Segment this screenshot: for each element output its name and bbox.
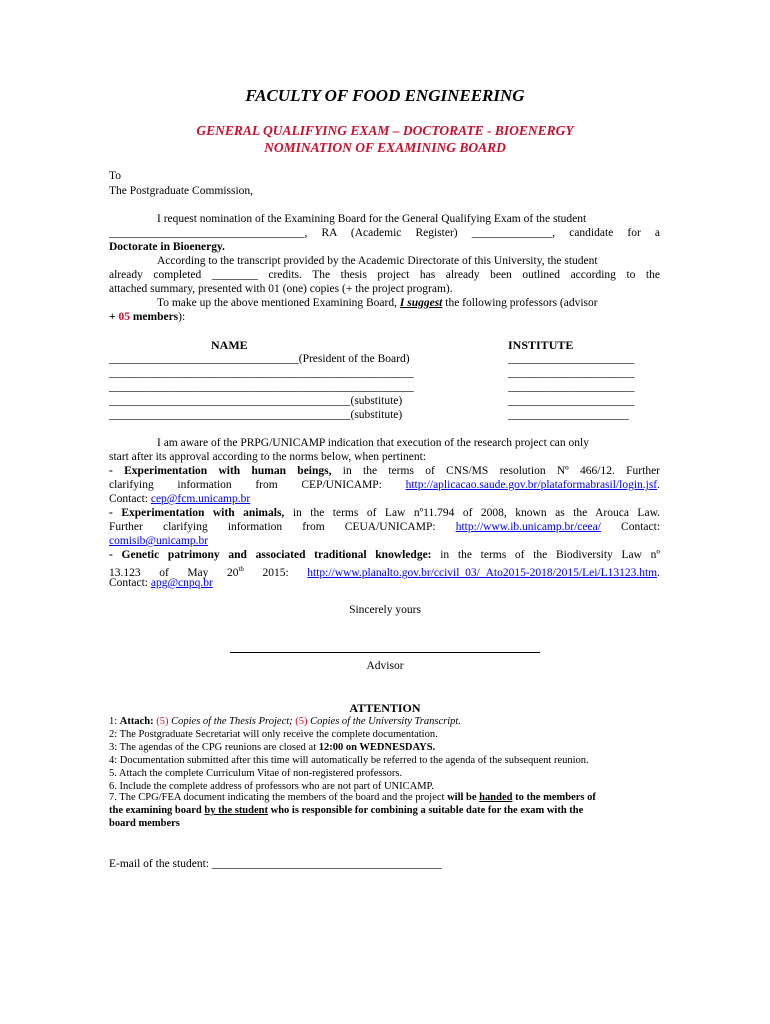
genetic-date-sup: th	[238, 565, 244, 573]
board-row-name[interactable]: __________________________________________(substitute)	[109, 409, 403, 421]
attention-item-3	[109, 741, 435, 754]
cnpq-email-link[interactable]: apg@cnpq.br	[150, 577, 213, 589]
transcript-line-1: According to the transcript provided by the Academic Directorate of this University, the student	[157, 255, 598, 267]
human-text: in the terms of CNS/MS resolution Nº 466/12. Further	[342, 465, 661, 477]
item7-board: the examining board	[109, 805, 202, 816]
board-row-name[interactable]: _____________________________________________________	[109, 367, 414, 379]
ceua-email-link[interactable]: comisib@unicamp.br	[109, 535, 209, 547]
item1-label: Attach:	[119, 716, 154, 727]
item3-time: 12:00 on WEDNESDAYS.	[318, 742, 436, 753]
human-label: - Experimentation with human beings,	[109, 465, 332, 477]
contact-label: Contact:	[109, 493, 148, 505]
item1-text-1: Copies of the Thesis Project;	[171, 716, 293, 727]
suggest-line-1	[157, 296, 598, 311]
board-row-institute[interactable]: ______________________	[508, 353, 635, 365]
suggest-close: ):	[178, 311, 186, 323]
contact-label: Contact:	[621, 521, 661, 533]
board-row-institute[interactable]: ______________________	[508, 381, 635, 393]
item7-text-a: 7. The CPG/FEA document indicating the members of the board and the project	[109, 792, 445, 803]
board-row-institute[interactable]: _____________________	[508, 409, 629, 421]
genetic-year: 2015:	[262, 566, 289, 579]
nomination-title: NOMINATION OF EXAMINING BOARD	[264, 140, 506, 155]
suggest-count: 05	[118, 311, 130, 323]
item7-members: to the members of	[515, 792, 596, 803]
item7-by-student: by the student	[204, 805, 268, 816]
suggest-plus: +	[109, 311, 116, 323]
student-email-field[interactable]: E-mail of the student: ________________________________________	[109, 858, 442, 870]
human-clarify: clarifying information from CEP/UNICAMP:	[109, 479, 382, 491]
item7-will-be: will be	[447, 792, 477, 803]
address-recipient: The Postgraduate Commission,	[109, 185, 254, 197]
attention-item-2: 2: The Postgraduate Secretariat will only receive the complete documentation.	[109, 729, 438, 740]
attention-item-7-line-2	[109, 804, 583, 817]
suggest-members: members	[132, 311, 179, 323]
attention-item-7-line-3: board members	[109, 818, 180, 829]
request-line-1: I request nomination of the Examining Board for the General Qualifying Exam of the student	[157, 213, 587, 225]
item7-handed: handed	[479, 792, 513, 803]
suggest-line-2	[109, 310, 185, 325]
item1-count-1: (5)	[156, 716, 169, 727]
request-line-2: __________________________________, RA (Academic Register) ______________, candidate for a	[109, 227, 660, 239]
board-institute-header: INSTITUTE	[508, 338, 574, 352]
item3-text: 3: The agendas of the CPG reunions are closed at	[109, 742, 317, 753]
cep-link[interactable]: http://aplicacao.saude.gov.br/plataformabrasil/login.jsf	[405, 479, 658, 491]
animal-contact	[109, 534, 208, 549]
attention-item-7-line-1	[109, 791, 596, 804]
awareness-line-1: I am aware of the PRPG/UNICAMP indication that execution of the research project can only	[157, 437, 589, 449]
board-row-name[interactable]: __________________________________________(substitute)	[109, 395, 403, 407]
planalto-link[interactable]: http://www.planalto.gov.br/ccivil_03/_Ato2015-2018/2015/Lei/L13123.htm	[307, 566, 658, 579]
transcript-line-3: attached summary, presented with 01 (one) copies (+ the project program).	[109, 283, 453, 295]
board-row-institute[interactable]: ______________________	[508, 395, 635, 407]
board-row-name[interactable]: _________________________________(President of the Board)	[109, 353, 410, 365]
suggest-emphasis: I suggest	[399, 297, 443, 309]
transcript-line-2: already completed ________ credits. The thesis project has already been outlined according to the	[109, 269, 660, 281]
item1-count-2: (5)	[295, 716, 308, 727]
animal-line-1	[109, 506, 660, 521]
human-contact	[109, 492, 250, 507]
genetic-contact	[109, 576, 213, 591]
genetic-text: in the terms of the Biodiversity Law nº	[440, 549, 660, 561]
attention-item-5: 5. Attach the complete Curriculum Vitae of non-registered professors.	[109, 768, 403, 779]
animal-clarify: Further clarifying information from CEUA/UNICAMP:	[109, 521, 436, 533]
animal-text: in the terms of Law nº11.794 of 2008, known as the Arouca Law.	[292, 507, 660, 519]
board-row-institute[interactable]: ______________________	[508, 367, 635, 379]
item7-responsible: who is responsible for combining a suitable date for the exam with the	[270, 805, 584, 816]
animal-line-2	[109, 520, 660, 535]
signature-line[interactable]	[230, 652, 540, 653]
contact-label: Contact:	[109, 577, 148, 589]
attention-item-1	[109, 715, 461, 728]
attention-item-6: 6. Include the complete address of professors who are not part of UNICAMP.	[109, 781, 434, 792]
sincerely-text: Sincerely yours	[349, 604, 421, 616]
item1-text-2: Copies of the University Transcript.	[310, 716, 461, 727]
board-name-header: NAME	[211, 338, 248, 352]
ceua-link[interactable]: http://www.ib.unicamp.br/ceea/	[455, 521, 601, 533]
awareness-line-2: start after its approval according to the norms below, when pertinent:	[109, 451, 427, 463]
request-line-3: Doctorate in Bioenergy.	[109, 241, 225, 253]
genetic-line-1	[109, 548, 660, 563]
advisor-label: Advisor	[366, 660, 404, 672]
human-line-1	[109, 464, 660, 479]
board-row-name[interactable]: _____________________________________________________	[109, 381, 414, 393]
suggest-text-a: To make up the above mentioned Examining Board,	[157, 297, 397, 309]
genetic-label: - Genetic patrimony and associated traditional knowledge:	[109, 549, 432, 561]
suggest-text-c: the following professors (advisor	[445, 297, 598, 309]
faculty-title: FACULTY OF FOOD ENGINEERING	[245, 86, 525, 105]
attention-item-4: 4: Documentation submitted after this time will automatically be referred to the agenda of the subsequent reunion.	[109, 755, 589, 766]
cep-email-link[interactable]: cep@fcm.unicamp.br	[150, 493, 251, 505]
genetic-date-text: 13.123 of May 20	[109, 566, 239, 579]
human-line-2: clarifying information from CEP/UNICAMP: http://aplicacao.saude.gov.br/plataformabrasil/login.jsf.	[109, 479, 661, 491]
animal-label: - Experimentation with animals,	[109, 507, 285, 519]
address-to: To	[109, 170, 121, 182]
item1-num: 1:	[109, 716, 118, 727]
genetic-line-2: 13.123 of May 20th 2015: http://www.planalto.gov.br/ccivil_03/_Ato2015-2018/2015/Lei/L13123.htm.	[109, 565, 660, 579]
exam-title: GENERAL QUALIFYING EXAM – DOCTORATE - BIOENERGY	[196, 123, 574, 138]
attention-header: ATTENTION	[349, 701, 421, 715]
